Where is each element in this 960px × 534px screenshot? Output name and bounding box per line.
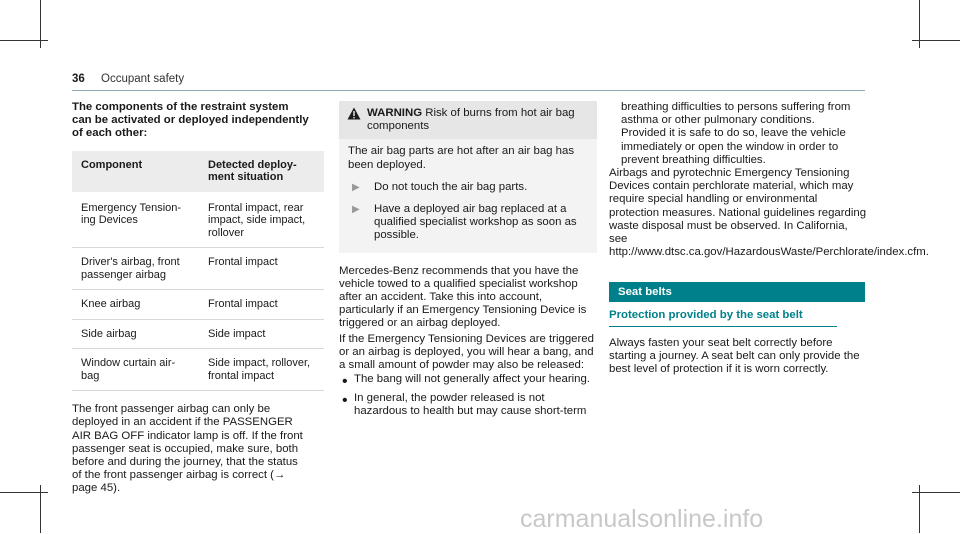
warning-step-text: Do not touch the air bag parts. bbox=[374, 180, 528, 193]
situation-cell: Side impact, rollover, frontal impact bbox=[199, 349, 324, 391]
crop-mark bbox=[0, 492, 48, 493]
watermark: carmanualsonline.info bbox=[520, 505, 764, 533]
list-item-text: The bang will not generally affect your hearing. bbox=[354, 373, 590, 386]
towing-paragraph: Mercedes-Benz recommends that you have the vehicle towed to a qualified specialist workshop after an accident. Take this into account, particularly if an Emergency Tensioning Device is triggered or an airbag deployed. bbox=[339, 264, 587, 330]
step-arrow-icon: ▶ bbox=[352, 204, 360, 216]
table-row bbox=[72, 319, 324, 349]
warning-step bbox=[348, 203, 588, 243]
components-table bbox=[72, 151, 324, 392]
perchlorate-paragraph: Airbags and pyrotechnic Emergency Tensioning Devices contain perchlorate material, which may require special handling or environmental protection measures. National guidelines regarding waste disposal must be observed. In California, see http://www.dtsc.ca.gov/HazardousWaste/Perchlorate/index.cfm. bbox=[609, 167, 929, 259]
table-row bbox=[72, 248, 324, 290]
crop-mark bbox=[912, 40, 960, 41]
component-cell: Window curtain air- bag bbox=[72, 349, 199, 391]
situation-cell: Frontal impact bbox=[199, 248, 324, 290]
warning-title-text: Risk of burns from hot air bag components bbox=[367, 107, 575, 133]
warning-box bbox=[339, 101, 597, 253]
column-3 bbox=[609, 101, 929, 376]
component-cell: Side airbag bbox=[72, 319, 199, 349]
crop-mark bbox=[912, 492, 960, 493]
passenger-airbag-paragraph: The front passenger airbag can only be deployed in an accident if the PASSENGER AIR BAG OFF indicator lamp is off. If the front passenger seat is occupied, make sure, both before and during the journey, that the status of the front passenger airbag is correct (→ page 45). bbox=[72, 403, 303, 495]
column-2 bbox=[339, 101, 597, 419]
warning-text: The air bag parts are hot after an air bag has been deployed. bbox=[348, 145, 575, 171]
warning-step-text: Have a deployed air bag replaced at a qualified specialist workshop as soon as possible. bbox=[374, 203, 577, 242]
warning-triangle-icon bbox=[347, 107, 367, 133]
seat-belt-paragraph: Always fasten your seat belt correctly before starting a journey. A seat belt can only provide the best level of protection if it is worn correctly. bbox=[609, 336, 860, 376]
crop-mark bbox=[0, 40, 48, 41]
component-cell: Driver's airbag, front passenger airbag bbox=[72, 248, 199, 290]
section-name: Occupant safety bbox=[101, 73, 185, 85]
header-line: ment situation bbox=[208, 171, 284, 184]
deployment-paragraph: If the Emergency Tensioning Devices are triggered or an airbag is deployed, you will hear a bang, and a small amount of powder may also be released: bbox=[339, 332, 594, 372]
situation-cell: Frontal impact, rear impact, side impact, rollover bbox=[199, 193, 324, 248]
leave-vehicle-paragraph: Provided it is safe to do so, leave the vehicle immediately or open the window in order to prevent breathing difficulties. bbox=[621, 127, 846, 166]
table-header-row bbox=[72, 151, 324, 193]
warning-step bbox=[348, 181, 588, 194]
column-1 bbox=[72, 101, 310, 496]
section-title-bar: Seat belts bbox=[609, 282, 865, 302]
table-row bbox=[72, 349, 324, 391]
subheading: Protection provided by the seat belt bbox=[609, 302, 837, 326]
page-number: 36 bbox=[72, 73, 85, 85]
warning-header bbox=[339, 101, 597, 139]
table-row bbox=[72, 193, 324, 248]
warning-body bbox=[339, 139, 597, 252]
continued-paragraph: breathing difficulties to persons suffering from asthma or other pulmonary conditions. bbox=[621, 101, 851, 127]
components-heading: The components of the restraint system can be activated or deployed independently of each other: bbox=[72, 101, 309, 140]
bullet-icon: • bbox=[342, 392, 348, 410]
situation-cell: Side impact bbox=[199, 319, 324, 349]
component-cell: Knee airbag bbox=[72, 290, 199, 320]
table-header-cell bbox=[199, 151, 324, 193]
header-rule bbox=[72, 90, 865, 91]
header-line: Detected deploy- bbox=[208, 158, 297, 171]
bullet-icon: • bbox=[342, 373, 348, 391]
step-arrow-icon: ▶ bbox=[352, 181, 360, 193]
component-cell: Emergency Tension- ing Devices bbox=[72, 193, 199, 248]
warning-title: WARNING bbox=[367, 107, 423, 119]
table-header-cell: Component bbox=[72, 151, 199, 193]
list-item-text: In general, the powder released is not hazardous to health but may cause short-term bbox=[354, 392, 587, 418]
list-item bbox=[339, 373, 597, 391]
table-row bbox=[72, 290, 324, 320]
list-item bbox=[339, 392, 597, 418]
situation-cell: Frontal impact bbox=[199, 290, 324, 320]
